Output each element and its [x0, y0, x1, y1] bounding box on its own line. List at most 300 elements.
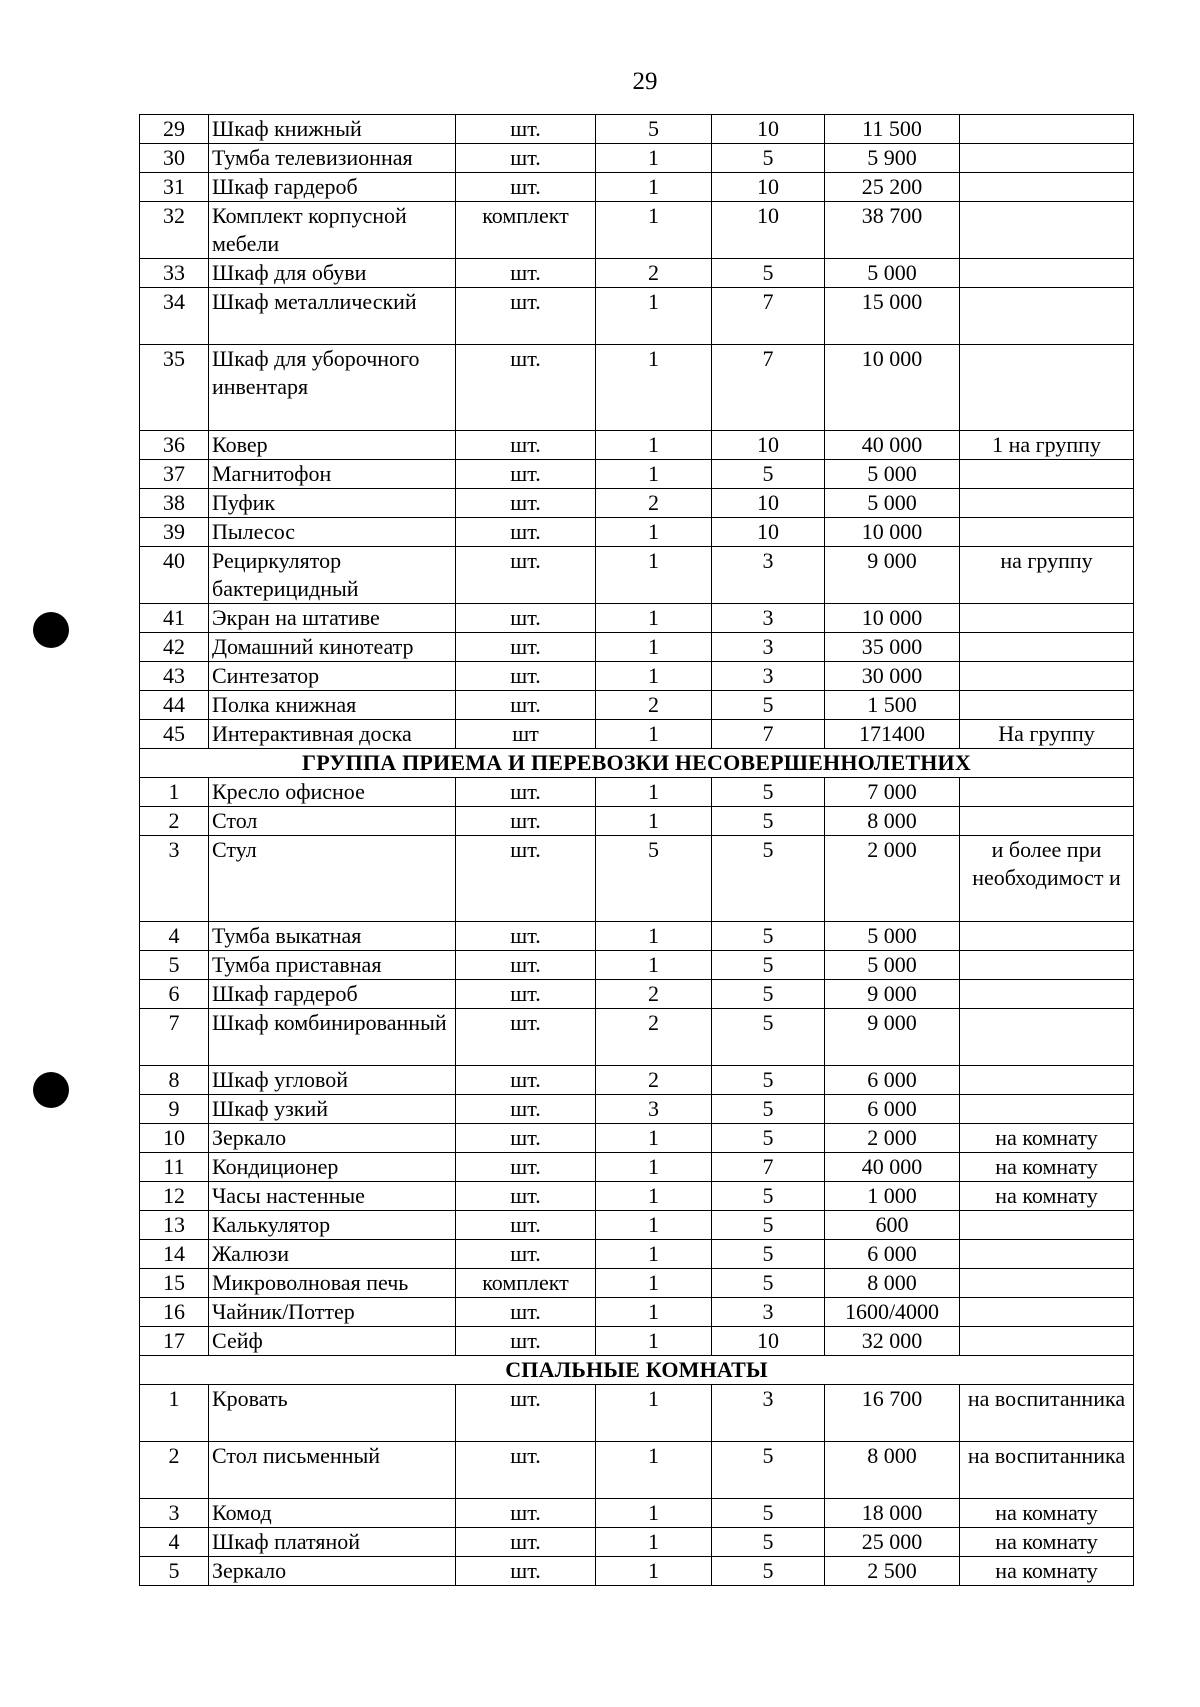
quantity-cell: 1	[596, 1124, 712, 1153]
quantity-cell: 1	[596, 518, 712, 547]
row-number-cell: 3	[140, 1499, 209, 1528]
table-row	[140, 1499, 1134, 1528]
quantity-cell: 1	[596, 1153, 712, 1182]
table-row	[140, 1557, 1134, 1586]
note-cell	[960, 1095, 1134, 1124]
service-life-cell: 10	[712, 202, 825, 259]
item-name-cell: Шкаф для уборочного инвентаря	[209, 345, 456, 431]
price-cell: 32 000	[825, 1327, 960, 1356]
item-name-cell: Сейф	[209, 1327, 456, 1356]
unit-of-measure-cell: шт.	[456, 1009, 596, 1066]
price-cell: 25 000	[825, 1528, 960, 1557]
row-number-cell: 37	[140, 460, 209, 489]
service-life-cell: 5	[712, 922, 825, 951]
price-cell: 11 500	[825, 115, 960, 144]
note-cell: на комнату	[960, 1528, 1134, 1557]
row-number-cell: 43	[140, 662, 209, 691]
unit-of-measure-cell: шт.	[456, 1557, 596, 1586]
price-cell: 10 000	[825, 604, 960, 633]
table-row	[140, 1095, 1134, 1124]
table-row	[140, 460, 1134, 489]
price-cell: 6 000	[825, 1066, 960, 1095]
note-cell	[960, 115, 1134, 144]
unit-of-measure-cell: шт.	[456, 518, 596, 547]
quantity-cell: 2	[596, 980, 712, 1009]
service-life-cell: 5	[712, 1499, 825, 1528]
unit-of-measure-cell: шт.	[456, 1066, 596, 1095]
service-life-cell: 3	[712, 662, 825, 691]
row-number-cell: 40	[140, 547, 209, 604]
service-life-cell: 5	[712, 1095, 825, 1124]
service-life-cell: 3	[712, 633, 825, 662]
row-number-cell: 29	[140, 115, 209, 144]
item-name-cell: Комод	[209, 1499, 456, 1528]
unit-of-measure-cell: шт.	[456, 1528, 596, 1557]
quantity-cell: 2	[596, 1066, 712, 1095]
table-row	[140, 1269, 1134, 1298]
note-cell	[960, 633, 1134, 662]
unit-of-measure-cell: шт.	[456, 431, 596, 460]
quantity-cell: 1	[596, 547, 712, 604]
note-cell	[960, 1269, 1134, 1298]
quantity-cell: 1	[596, 431, 712, 460]
note-cell	[960, 144, 1134, 173]
service-life-cell: 5	[712, 1442, 825, 1499]
table-row	[140, 720, 1134, 749]
quantity-cell: 1	[596, 1557, 712, 1586]
item-name-cell: Стол	[209, 807, 456, 836]
note-cell	[960, 288, 1134, 345]
item-name-cell: Шкаф узкий	[209, 1095, 456, 1124]
item-name-cell: Магнитофон	[209, 460, 456, 489]
service-life-cell: 7	[712, 345, 825, 431]
quantity-cell: 1	[596, 951, 712, 980]
quantity-cell: 2	[596, 489, 712, 518]
item-name-cell: Шкаф металлический	[209, 288, 456, 345]
price-cell: 38 700	[825, 202, 960, 259]
item-name-cell: Ковер	[209, 431, 456, 460]
item-name-cell: Пуфик	[209, 489, 456, 518]
price-cell: 16 700	[825, 1385, 960, 1442]
price-cell: 25 200	[825, 173, 960, 202]
table-row	[140, 980, 1134, 1009]
price-cell: 5 000	[825, 951, 960, 980]
item-name-cell: Часы настенные	[209, 1182, 456, 1211]
row-number-cell: 38	[140, 489, 209, 518]
item-name-cell: Домашний кинотеатр	[209, 633, 456, 662]
row-number-cell: 35	[140, 345, 209, 431]
page-number: 29	[632, 68, 658, 95]
row-number-cell: 3	[140, 836, 209, 922]
quantity-cell: 1	[596, 1327, 712, 1356]
unit-of-measure-cell: шт.	[456, 115, 596, 144]
note-cell	[960, 980, 1134, 1009]
price-cell: 9 000	[825, 547, 960, 604]
row-number-cell: 2	[140, 807, 209, 836]
price-cell: 8 000	[825, 1269, 960, 1298]
item-name-cell: Стул	[209, 836, 456, 922]
price-cell: 15 000	[825, 288, 960, 345]
table-row	[140, 518, 1134, 547]
item-name-cell: Шкаф угловой	[209, 1066, 456, 1095]
unit-of-measure-cell: шт.	[456, 1124, 596, 1153]
item-name-cell: Синтезатор	[209, 662, 456, 691]
note-cell	[960, 202, 1134, 259]
service-life-cell: 5	[712, 778, 825, 807]
item-name-cell: Шкаф книжный	[209, 115, 456, 144]
item-name-cell: Тумба телевизионная	[209, 144, 456, 173]
note-cell: на комнату	[960, 1182, 1134, 1211]
item-name-cell: Шкаф комбинированный	[209, 1009, 456, 1066]
item-name-cell: Экран на штативе	[209, 604, 456, 633]
quantity-cell: 1	[596, 633, 712, 662]
quantity-cell: 1	[596, 720, 712, 749]
row-number-cell: 5	[140, 1557, 209, 1586]
table-row	[140, 1298, 1134, 1327]
service-life-cell: 5	[712, 1528, 825, 1557]
quantity-cell: 3	[596, 1095, 712, 1124]
unit-of-measure-cell: шт.	[456, 836, 596, 922]
unit-of-measure-cell: шт.	[456, 633, 596, 662]
price-cell: 1 000	[825, 1182, 960, 1211]
table-row	[140, 691, 1134, 720]
unit-of-measure-cell: шт.	[456, 345, 596, 431]
note-cell	[960, 951, 1134, 980]
unit-of-measure-cell: шт.	[456, 778, 596, 807]
note-cell	[960, 489, 1134, 518]
service-life-cell: 10	[712, 1327, 825, 1356]
quantity-cell: 1	[596, 807, 712, 836]
price-cell: 5 000	[825, 460, 960, 489]
service-life-cell: 5	[712, 460, 825, 489]
row-number-cell: 12	[140, 1182, 209, 1211]
unit-of-measure-cell: шт.	[456, 1095, 596, 1124]
unit-of-measure-cell: шт.	[456, 489, 596, 518]
price-cell: 40 000	[825, 431, 960, 460]
quantity-cell: 1	[596, 662, 712, 691]
row-number-cell: 14	[140, 1240, 209, 1269]
unit-of-measure-cell: шт.	[456, 1442, 596, 1499]
table-row	[140, 1153, 1134, 1182]
table-row	[140, 489, 1134, 518]
note-cell: на комнату	[960, 1499, 1134, 1528]
service-life-cell: 5	[712, 144, 825, 173]
table-row	[140, 547, 1134, 604]
unit-of-measure-cell: шт.	[456, 604, 596, 633]
service-life-cell: 7	[712, 1153, 825, 1182]
row-number-cell: 5	[140, 951, 209, 980]
section-title: ГРУППА ПРИЕМА И ПЕРЕВОЗКИ НЕСОВЕРШЕННОЛЕТНИХ	[140, 749, 1134, 778]
item-name-cell: Тумба приставная	[209, 951, 456, 980]
unit-of-measure-cell: шт.	[456, 173, 596, 202]
item-name-cell: Кондиционер	[209, 1153, 456, 1182]
row-number-cell: 42	[140, 633, 209, 662]
note-cell	[960, 922, 1134, 951]
unit-of-measure-cell: шт.	[456, 951, 596, 980]
table-row	[140, 922, 1134, 951]
price-cell: 5 000	[825, 259, 960, 288]
note-cell	[960, 691, 1134, 720]
price-cell: 5 000	[825, 489, 960, 518]
service-life-cell: 5	[712, 1124, 825, 1153]
table-row	[140, 633, 1134, 662]
item-name-cell: Пылесос	[209, 518, 456, 547]
price-cell: 9 000	[825, 980, 960, 1009]
note-cell	[960, 807, 1134, 836]
unit-of-measure-cell: шт.	[456, 1499, 596, 1528]
service-life-cell: 5	[712, 1066, 825, 1095]
row-number-cell: 30	[140, 144, 209, 173]
service-life-cell: 5	[712, 1211, 825, 1240]
table-row	[140, 1240, 1134, 1269]
quantity-cell: 2	[596, 1009, 712, 1066]
row-number-cell: 4	[140, 1528, 209, 1557]
table-row	[140, 951, 1134, 980]
item-name-cell: Шкаф платяной	[209, 1528, 456, 1557]
price-cell: 10 000	[825, 518, 960, 547]
quantity-cell: 5	[596, 115, 712, 144]
unit-of-measure-cell: шт.	[456, 1240, 596, 1269]
price-cell: 5 900	[825, 144, 960, 173]
row-number-cell: 33	[140, 259, 209, 288]
row-number-cell: 2	[140, 1442, 209, 1499]
unit-of-measure-cell: комплект	[456, 1269, 596, 1298]
row-number-cell: 16	[140, 1298, 209, 1327]
item-name-cell: Жалюзи	[209, 1240, 456, 1269]
quantity-cell: 1	[596, 1298, 712, 1327]
unit-of-measure-cell: шт.	[456, 1182, 596, 1211]
note-cell: 1 на группу	[960, 431, 1134, 460]
note-cell: на комнату	[960, 1557, 1134, 1586]
table-row	[140, 1066, 1134, 1095]
service-life-cell: 5	[712, 259, 825, 288]
unit-of-measure-cell: шт.	[456, 1327, 596, 1356]
item-name-cell: Калькулятор	[209, 1211, 456, 1240]
quantity-cell: 1	[596, 1211, 712, 1240]
item-name-cell: Чайник/Поттер	[209, 1298, 456, 1327]
price-cell: 1 500	[825, 691, 960, 720]
quantity-cell: 5	[596, 836, 712, 922]
price-cell: 2 000	[825, 1124, 960, 1153]
quantity-cell: 1	[596, 1385, 712, 1442]
service-life-cell: 3	[712, 1385, 825, 1442]
row-number-cell: 9	[140, 1095, 209, 1124]
quantity-cell: 1	[596, 173, 712, 202]
table-row	[140, 144, 1134, 173]
price-cell: 8 000	[825, 807, 960, 836]
row-number-cell: 6	[140, 980, 209, 1009]
quantity-cell: 1	[596, 1269, 712, 1298]
unit-of-measure-cell: шт.	[456, 691, 596, 720]
quantity-cell: 1	[596, 288, 712, 345]
table-row	[140, 288, 1134, 345]
note-cell	[960, 604, 1134, 633]
price-cell: 2 500	[825, 1557, 960, 1586]
service-life-cell: 5	[712, 807, 825, 836]
service-life-cell: 5	[712, 1009, 825, 1066]
unit-of-measure-cell: шт.	[456, 980, 596, 1009]
service-life-cell: 10	[712, 489, 825, 518]
unit-of-measure-cell: шт	[456, 720, 596, 749]
unit-of-measure-cell: шт.	[456, 662, 596, 691]
row-number-cell: 17	[140, 1327, 209, 1356]
item-name-cell: Тумба выкатная	[209, 922, 456, 951]
unit-of-measure-cell: шт.	[456, 259, 596, 288]
section-header-row	[140, 1356, 1134, 1385]
unit-of-measure-cell: шт.	[456, 1153, 596, 1182]
row-number-cell: 8	[140, 1066, 209, 1095]
note-cell: на воспитанника	[960, 1385, 1134, 1442]
price-cell: 600	[825, 1211, 960, 1240]
row-number-cell: 36	[140, 431, 209, 460]
item-name-cell: Шкаф для обуви	[209, 259, 456, 288]
unit-of-measure-cell: шт.	[456, 547, 596, 604]
item-name-cell: Комплект корпусной мебели	[209, 202, 456, 259]
quantity-cell: 1	[596, 922, 712, 951]
table-row	[140, 431, 1134, 460]
price-cell: 171400	[825, 720, 960, 749]
note-cell: на комнату	[960, 1153, 1134, 1182]
punch-hole-bottom	[33, 1072, 69, 1108]
note-cell: на воспитанника	[960, 1442, 1134, 1499]
price-cell: 9 000	[825, 1009, 960, 1066]
quantity-cell: 1	[596, 1499, 712, 1528]
row-number-cell: 11	[140, 1153, 209, 1182]
service-life-cell: 7	[712, 720, 825, 749]
punch-hole-top	[33, 612, 69, 648]
unit-of-measure-cell: шт.	[456, 288, 596, 345]
item-name-cell: Полка книжная	[209, 691, 456, 720]
unit-of-measure-cell: комплект	[456, 202, 596, 259]
item-name-cell: Стол письменный	[209, 1442, 456, 1499]
price-cell: 6 000	[825, 1240, 960, 1269]
row-number-cell: 31	[140, 173, 209, 202]
table-row	[140, 1182, 1134, 1211]
price-cell: 18 000	[825, 1499, 960, 1528]
quantity-cell: 1	[596, 1442, 712, 1499]
table-row	[140, 1327, 1134, 1356]
quantity-cell: 1	[596, 460, 712, 489]
table-row	[140, 604, 1134, 633]
table-row	[140, 1124, 1134, 1153]
table-row	[140, 1442, 1134, 1499]
price-cell: 35 000	[825, 633, 960, 662]
table-row	[140, 662, 1134, 691]
note-cell: на группу	[960, 547, 1134, 604]
quantity-cell: 1	[596, 604, 712, 633]
quantity-cell: 1	[596, 1182, 712, 1211]
item-name-cell: Кровать	[209, 1385, 456, 1442]
table-row	[140, 173, 1134, 202]
price-cell: 1600/4000	[825, 1298, 960, 1327]
note-cell	[960, 1298, 1134, 1327]
unit-of-measure-cell: шт.	[456, 807, 596, 836]
item-name-cell: Шкаф гардероб	[209, 173, 456, 202]
table-row	[140, 836, 1134, 922]
table-row	[140, 1385, 1134, 1442]
service-life-cell: 5	[712, 836, 825, 922]
row-number-cell: 32	[140, 202, 209, 259]
note-cell	[960, 460, 1134, 489]
row-number-cell: 1	[140, 778, 209, 807]
item-name-cell: Зеркало	[209, 1124, 456, 1153]
note-cell: и более при необходимост и	[960, 836, 1134, 922]
equipment-table	[139, 114, 1134, 1586]
price-cell: 7 000	[825, 778, 960, 807]
section-title: СПАЛЬНЫЕ КОМНАТЫ	[140, 1356, 1134, 1385]
row-number-cell: 44	[140, 691, 209, 720]
item-name-cell: Зеркало	[209, 1557, 456, 1586]
table-row	[140, 807, 1134, 836]
item-name-cell: Шкаф гардероб	[209, 980, 456, 1009]
unit-of-measure-cell: шт.	[456, 1385, 596, 1442]
service-life-cell: 3	[712, 547, 825, 604]
unit-of-measure-cell: шт.	[456, 1298, 596, 1327]
row-number-cell: 34	[140, 288, 209, 345]
row-number-cell: 15	[140, 1269, 209, 1298]
quantity-cell: 1	[596, 345, 712, 431]
row-number-cell: 7	[140, 1009, 209, 1066]
note-cell	[960, 173, 1134, 202]
note-cell	[960, 1066, 1134, 1095]
price-cell: 8 000	[825, 1442, 960, 1499]
unit-of-measure-cell: шт.	[456, 922, 596, 951]
note-cell: на комнату	[960, 1124, 1134, 1153]
note-cell	[960, 1327, 1134, 1356]
table-row	[140, 1009, 1134, 1066]
item-name-cell: Кресло офисное	[209, 778, 456, 807]
row-number-cell: 10	[140, 1124, 209, 1153]
item-name-cell: Рециркулятор бактерицидный	[209, 547, 456, 604]
price-cell: 5 000	[825, 922, 960, 951]
row-number-cell: 1	[140, 1385, 209, 1442]
row-number-cell: 41	[140, 604, 209, 633]
quantity-cell: 1	[596, 1240, 712, 1269]
price-cell: 2 000	[825, 836, 960, 922]
quantity-cell: 1	[596, 778, 712, 807]
service-life-cell: 5	[712, 1240, 825, 1269]
quantity-cell: 1	[596, 1528, 712, 1557]
note-cell	[960, 778, 1134, 807]
equipment-table-body	[140, 115, 1134, 1586]
unit-of-measure-cell: шт.	[456, 144, 596, 173]
price-cell: 40 000	[825, 1153, 960, 1182]
note-cell	[960, 662, 1134, 691]
unit-of-measure-cell: шт.	[456, 1211, 596, 1240]
service-life-cell: 5	[712, 691, 825, 720]
service-life-cell: 10	[712, 431, 825, 460]
table-row	[140, 345, 1134, 431]
row-number-cell: 39	[140, 518, 209, 547]
service-life-cell: 5	[712, 1557, 825, 1586]
row-number-cell: 4	[140, 922, 209, 951]
service-life-cell: 10	[712, 173, 825, 202]
quantity-cell: 2	[596, 691, 712, 720]
row-number-cell: 45	[140, 720, 209, 749]
price-cell: 10 000	[825, 345, 960, 431]
note-cell	[960, 1211, 1134, 1240]
table-row	[140, 115, 1134, 144]
service-life-cell: 5	[712, 1269, 825, 1298]
service-life-cell: 10	[712, 518, 825, 547]
service-life-cell: 3	[712, 1298, 825, 1327]
note-cell	[960, 518, 1134, 547]
table-row	[140, 202, 1134, 259]
table-row	[140, 259, 1134, 288]
unit-of-measure-cell: шт.	[456, 460, 596, 489]
note-cell: На группу	[960, 720, 1134, 749]
row-number-cell: 13	[140, 1211, 209, 1240]
